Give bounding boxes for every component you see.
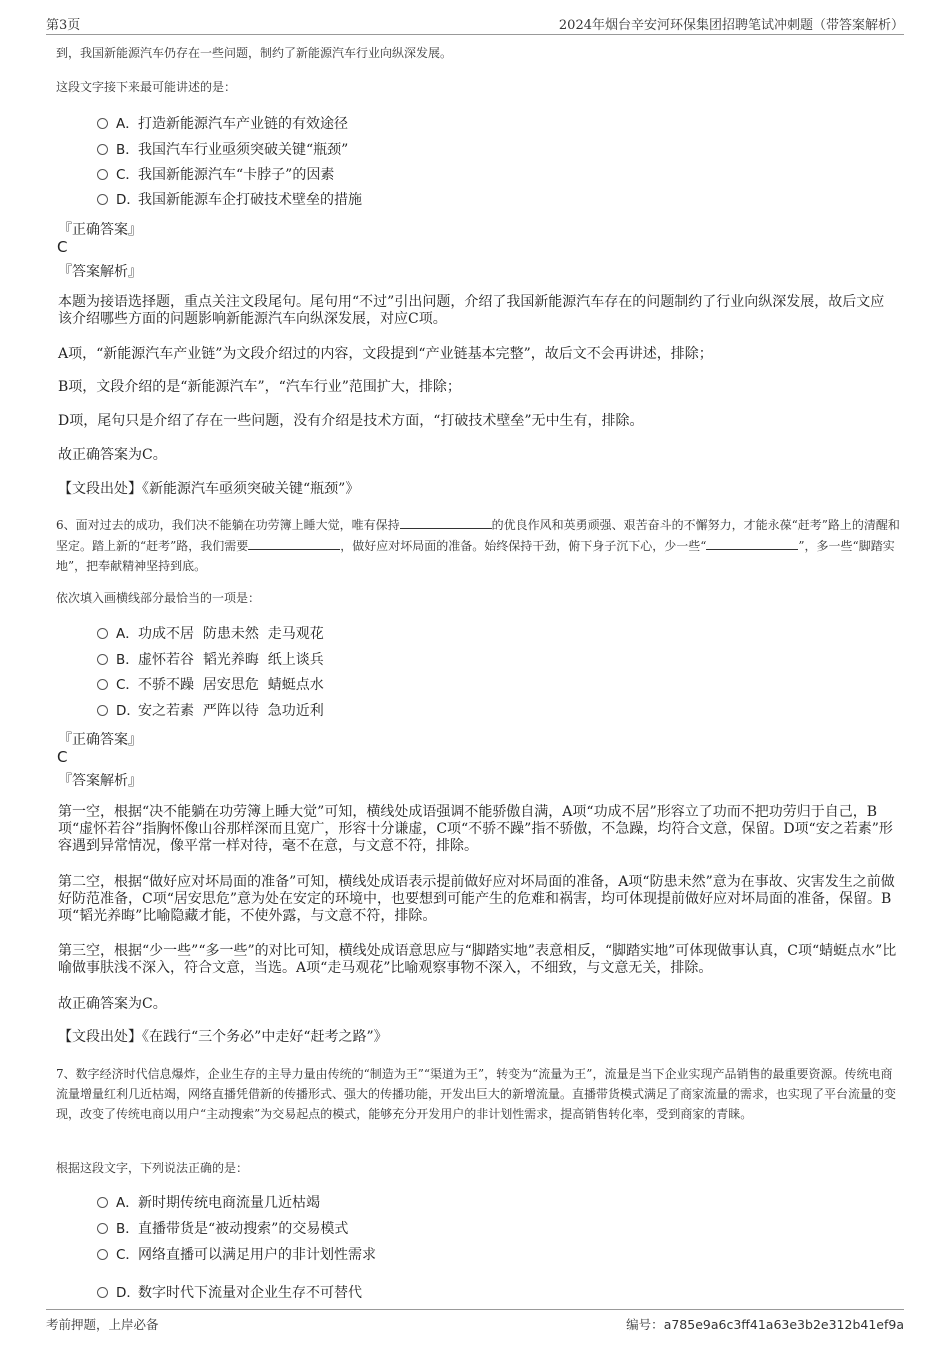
q7-option-b[interactable]: B．直播带货是“被动搜索”的交易模式	[97, 1218, 348, 1240]
q5-answer: C	[57, 238, 68, 256]
q5-source: 【文段出处】《新能源汽车亟须突破关键“瓶颈”》	[58, 481, 360, 497]
q5-analysis-label: 『答案解析』	[58, 264, 142, 280]
q7-option-d[interactable]: D．数字时代下流量对企业生存不可替代	[97, 1282, 362, 1304]
q6-source: 【文段出处】《在践行“三个务必”中走好“赶考之路”》	[58, 1029, 388, 1045]
q5-stem-tail: 到，我国新能源汽车仍存在一些问题，制约了新能源汽车行业向纵深发展。	[56, 46, 453, 60]
footer-slogan: 考前押题，上岸必备	[46, 1317, 159, 1332]
document-title: 2024年烟台辛安河环保集团招聘笔试冲刺题（带答案解析）	[558, 18, 904, 33]
q6-stem: 6、面对过去的成功，我们决不能躺在功劳簿上睡大觉，唯有保持 的优良作风和英勇顽强、艰苦奋斗的不懈努力，才能永葆“赶考”路上的清醒和坚定。踏上新的“赶考”路，我们需要 ，做好应对坏局面的准备。始终保持干劲，俯下身子沉下心，少一些“ ”，多一些“脚踏实地”，把奉献精神坚持到底。	[56, 514, 900, 576]
radio-icon[interactable]	[97, 705, 108, 716]
radio-icon[interactable]	[97, 679, 108, 690]
q5-option-d[interactable]: D．我国新能源车企打破技术壁垒的措施	[97, 189, 362, 211]
q5-analysis-p1: 本题为接语选择题，重点关注文段尾句。尾句用“不过”引出问题，介绍了我国新能源汽车存在的问题制约了行业向纵深发展，故后文应该介绍哪些方面的问题影响新能源汽车向纵深发展，对应C项。	[58, 294, 885, 327]
radio-icon[interactable]	[97, 169, 108, 180]
q5-analysis-p2: A项，“新能源汽车产业链”为文段介绍过的内容，文段提到“产业链基本完整”，故后文不会再讲述，排除；	[58, 346, 713, 362]
q6-analysis-p1: 第一空，根据“决不能躺在功劳簿上睡大觉”可知，横线处成语强调不能骄傲自满，A项“功成不居”形容立了功而不把功劳归于自己，B项“虚怀若谷”指胸怀像山谷那样深而且宽广，形容十分谦虚，C项“不骄不躁”指不骄傲，不急躁，均符合文意，保留。D项“安之若素”形容遇到异常情况，像平常一样对待，毫不在意，与文意不符，排除。	[58, 804, 893, 854]
q6-analysis-p4: 故正确答案为C。	[58, 996, 167, 1012]
q6-option-d[interactable]: D．安之若素 严阵以待 急功近利	[97, 700, 324, 722]
q5-option-a[interactable]: A．打造新能源汽车产业链的有效途径	[97, 113, 348, 135]
q5-analysis-p5: 故正确答案为C。	[58, 447, 167, 463]
page-footer	[46, 1309, 904, 1336]
blank-2	[248, 535, 340, 550]
q6-option-a[interactable]: A．功成不居 防患未然 走马观花	[97, 623, 324, 645]
q6-option-b[interactable]: B．虚怀若谷 韬光养晦 纸上谈兵	[97, 649, 324, 671]
q6-analysis-label: 『答案解析』	[58, 773, 142, 789]
q6-analysis-p2: 第二空，根据“做好应对坏局面的准备”可知，横线处成语表示提前做好应对坏局面的准备，A项“防患未然”意为在事故、灾害发生之前做好防范准备，C项“居安思危”意为处在安定的环境中，也要想到可能产生的危难和祸害，均可体现提前做好应对坏局面的准备，保留。B项“韬光养晦”比喻隐藏才能，不使外露，与文意不符，排除。	[58, 874, 895, 924]
q5-option-c[interactable]: C．我国新能源汽车“卡脖子”的因素	[97, 164, 334, 186]
q7-stem: 7、数字经济时代信息爆炸，企业生存的主导力量由传统的“制造为王”“渠道为王”，转变为“流量为王”，流量是当下企业实现产品销售的最重要资源。传统电商流量增量红利几近枯竭，网络直播凭借新的传播形式、强大的传播功能，开发出巨大的新增流量。直播带货模式满足了商家流量的需求，也实现了平台流量的变现，改变了传统电商以用户“主动搜索”为交易起点的模式，能够充分开发用户的非计划性需求，提高销售转化率，受到商家的青睐。	[56, 1067, 897, 1121]
document-id: 编号：a785e9a6c3ff41a63e3b2e312b41ef9a	[626, 1317, 904, 1332]
page-number: 第3页	[46, 18, 81, 33]
radio-icon[interactable]	[97, 144, 108, 155]
q5-analysis-p4: D项，尾句只是介绍了存在一些问题，没有介绍是技术方面，“打破技术壁垒”无中生有，排除。	[58, 413, 644, 429]
q7-prompt: 根据这段文字，下列说法正确的是：	[56, 1161, 249, 1175]
radio-icon[interactable]	[97, 628, 108, 639]
q5-option-b[interactable]: B．我国汽车行业亟须突破关键“瓶颈”	[97, 139, 348, 161]
blank-1	[400, 514, 492, 529]
q5-prompt: 这段文字接下来最可能讲述的是：	[56, 80, 237, 94]
q6-answer: C	[57, 748, 68, 766]
q5-answer-label: 『正确答案』	[58, 222, 142, 238]
radio-icon[interactable]	[97, 194, 108, 205]
q5-analysis-p3: B项，文段介绍的是“新能源汽车”，“汽车行业”范围扩大，排除；	[58, 379, 461, 395]
blank-3	[706, 535, 798, 550]
q7-option-c[interactable]: C．网络直播可以满足用户的非计划性需求	[97, 1244, 376, 1266]
radio-icon[interactable]	[97, 118, 108, 129]
q6-option-c[interactable]: C．不骄不躁 居安思危 蜻蜓点水	[97, 674, 324, 696]
q6-answer-label: 『正确答案』	[58, 732, 142, 748]
q7-option-a[interactable]: A．新时期传统电商流量几近枯竭	[97, 1192, 320, 1214]
radio-icon[interactable]	[97, 654, 108, 665]
radio-icon[interactable]	[97, 1223, 108, 1234]
q6-analysis-p3: 第三空，根据“少一些”“多一些”的对比可知，横线处成语意思应与“脚踏实地”表意相反，“脚踏实地”可体现做事认真，C项“蜻蜓点水”比喻做事肤浅不深入，符合文意，当选。A项“走马观花”比喻观察事物不深入，不细致，与文意无关，排除。	[58, 943, 897, 976]
page-header	[46, 12, 904, 35]
q6-prompt: 依次填入画横线部分最恰当的一项是：	[56, 591, 261, 605]
radio-icon[interactable]	[97, 1249, 108, 1260]
radio-icon[interactable]	[97, 1197, 108, 1208]
radio-icon[interactable]	[97, 1287, 108, 1298]
